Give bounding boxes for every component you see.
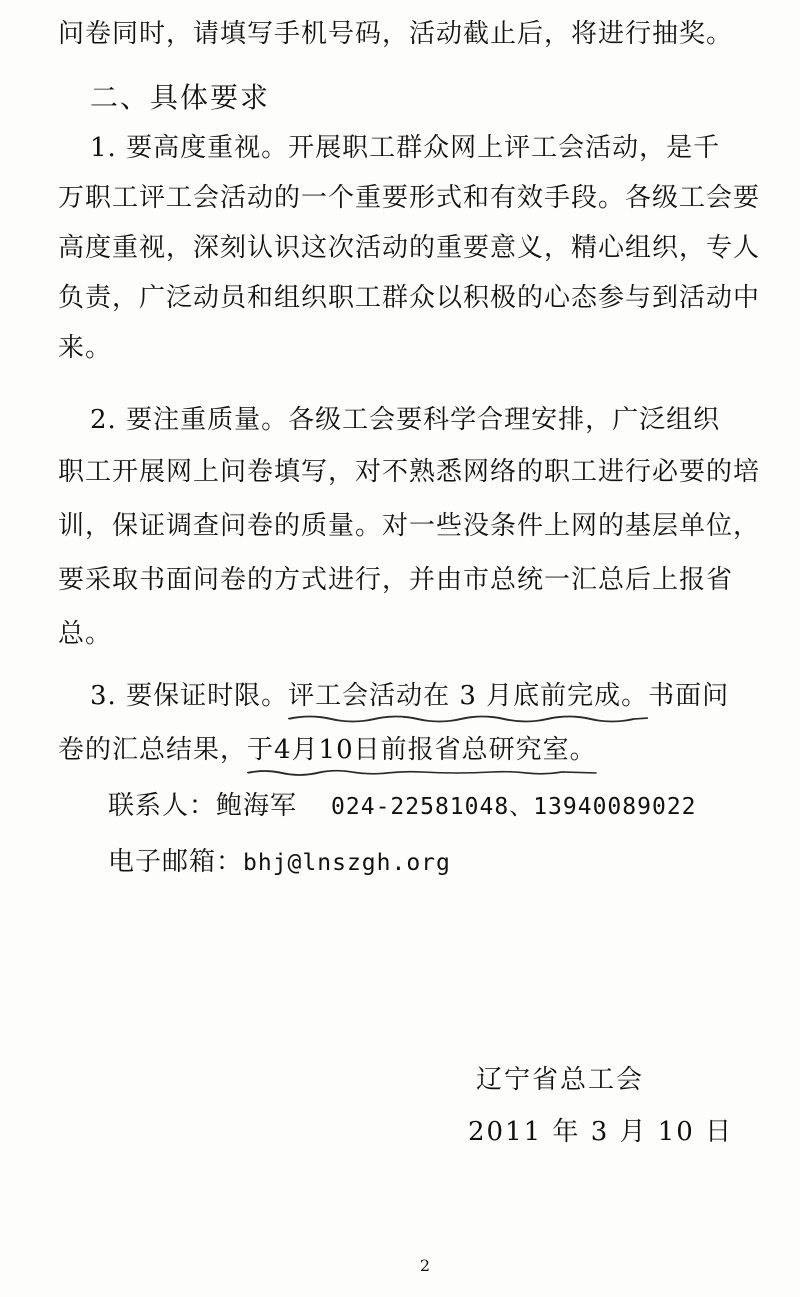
item1-line: 万职工评工会活动的一个重要形式和有效手段。各级工会要 [58,183,761,213]
item2-line: 训，保证调查问卷的质量。对一些没条件上网的基层单位， [58,511,761,541]
section-heading: 二、具体要求 [90,81,271,114]
contact-phones: 024-22581048、13940089022 [331,794,697,820]
email-label: 电子邮箱： [108,847,244,877]
underlined-report-deadline: 于4月10日前报省总研究室。 [247,730,597,770]
contact-label: 联系人： [108,791,217,821]
page-number: 2 [419,1256,431,1275]
item3-line2: 卷的汇总结果，于4月10日前报省总研究室。 [58,730,597,770]
item3-prefix: 3. 要保证时限。 [90,681,289,711]
contact-line [108,786,697,827]
item3-suffix: 书面问 [648,681,730,711]
contact-name: 鲍海军 [216,791,298,821]
item1-line: 负责，广泛动员和组织职工群众以积极的心态参与到活动中 [58,283,761,313]
item2-line: 总。 [58,619,113,649]
intro-line: 问卷同时，请填写手机号码，活动截止后，将进行抽奖。 [58,19,734,49]
item1-line: 高度重视，深刻认识这次活动的重要意义，精心组织，专人 [58,233,761,263]
signature-org: 辽宁省总工会 [476,1065,645,1095]
email-line [108,842,451,883]
item3-line1 [90,676,729,716]
item1-line: 来。 [58,333,113,363]
item2-line: 职工开展网上问卷填写，对不熟悉网络的职工进行必要的培 [58,457,761,487]
handwritten-wavy-underline [247,766,597,778]
item2-line: 要采取书面问卷的方式进行，并由市总统一汇总后上报省 [58,565,734,595]
signature-date: 2011 年 3 月 10 日 [468,1117,734,1147]
email-address: bhj@lnszgh.org [243,850,451,876]
item2-line: 2. 要注重质量。各级工会要科学合理安排，广泛组织 [90,405,721,435]
item1-line: 1. 要高度重视。开展职工群众网上评工会活动，是千 [90,133,721,163]
handwritten-wavy-underline [288,712,648,724]
underlined-deadline: 评工会活动在 3 月底前完成。 [288,676,648,716]
